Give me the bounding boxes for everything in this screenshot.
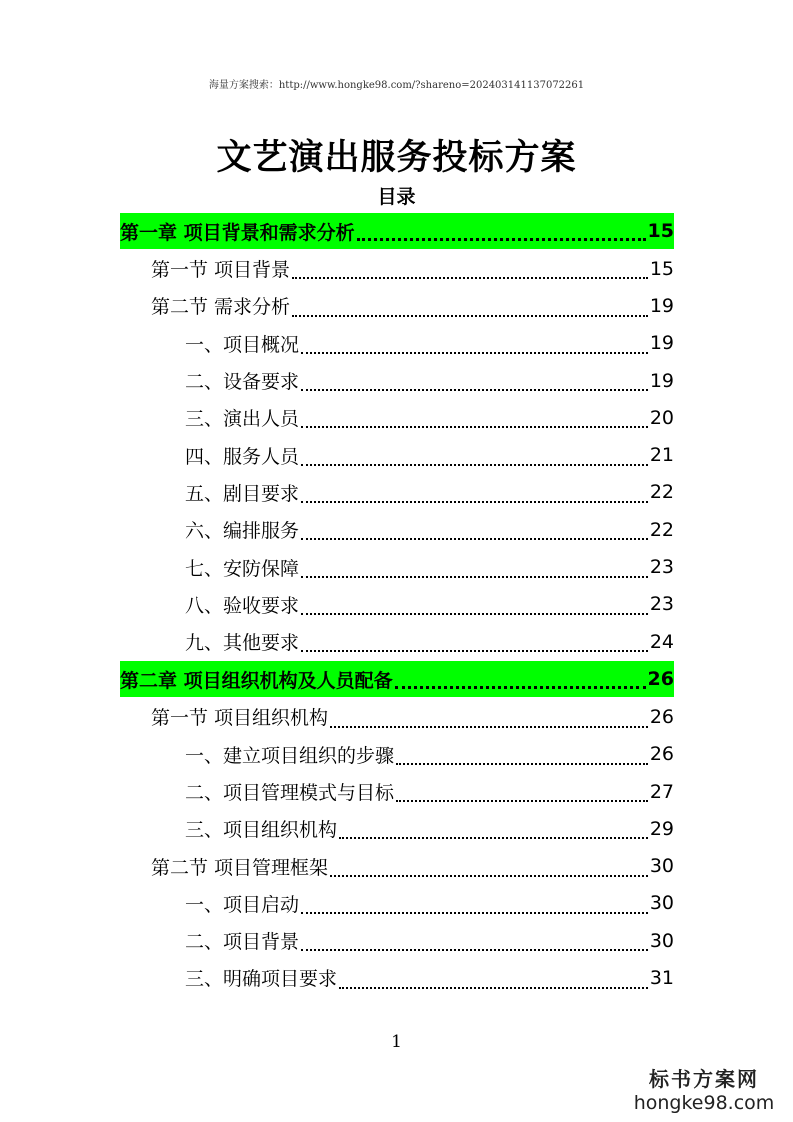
toc-leader-dots [395,667,646,689]
toc-entry-page: 31 [649,966,674,989]
toc-entry-item[interactable] [120,885,674,922]
toc-entry-item[interactable] [120,474,674,511]
toc-entry-item[interactable] [120,436,674,473]
toc-entry-page: 23 [649,556,674,579]
toc-entry-label: 二、项目背景 [185,931,300,954]
toc-entry-section[interactable] [120,287,674,324]
toc-leader-dots [330,707,648,728]
toc-entry-label: 第一章 项目背景和需求分析 [120,221,355,244]
document-title: 文艺演出服务投标方案 [216,138,577,178]
page-number: 1 [391,1032,402,1052]
toc-entry-label: 第一节 项目组织机构 [151,707,329,730]
toc-leader-dots [292,258,648,279]
toc-entry-label: 三、项目组织机构 [185,819,338,842]
toc-entry-page: 20 [649,406,674,429]
toc-entry-page: 19 [649,369,674,392]
toc-entry-label: 一、建立项目组织的步骤 [185,744,395,767]
toc-leader-dots [301,333,648,354]
toc-entry-chapter[interactable] [120,213,674,249]
toc-leader-dots [339,818,648,839]
toc-leader-dots [301,445,648,466]
toc-entry-label: 二、项目管理模式与目标 [185,782,395,804]
table-of-contents [120,212,674,997]
toc-entry-item[interactable] [120,810,674,847]
toc-entry-page: 22 [649,518,674,541]
toc-leader-dots [301,519,648,540]
toc-leader-dots [301,930,648,951]
toc-entry-item[interactable] [120,922,674,959]
toc-entry-label: 一、项目概况 [185,333,300,356]
toc-entry-item[interactable] [120,325,674,362]
toc-entry-label: 六、编排服务 [185,520,300,543]
toc-leader-dots [292,296,648,317]
toc-entry-page: 21 [649,444,674,467]
watermark-logo [629,1063,779,1114]
toc-entry-page: 26 [649,743,674,766]
toc-entry-label: 八、验收要求 [185,594,300,617]
toc-entry-page: 26 [649,705,674,728]
toc-leader-dots [301,407,648,428]
toc-entry-section[interactable] [120,250,674,287]
toc-entry-section[interactable] [120,847,674,884]
toc-entry-page: 29 [649,817,674,840]
watermark-cn: 标书方案网 [649,1067,759,1091]
toc-entry-page: 24 [649,630,674,653]
toc-entry-label: 三、演出人员 [185,408,300,431]
toc-leader-dots [301,893,648,914]
toc-entry-page: 30 [649,855,674,878]
toc-leader-dots [301,631,648,652]
toc-entry-item[interactable] [120,362,674,399]
toc-entry-page: 15 [647,220,674,242]
toc-leader-dots [339,968,648,989]
toc-entry-label: 第一节 项目背景 [151,259,291,282]
toc-entry-label: 第二章 项目组织机构及人员配备 [120,669,393,692]
toc-entry-section[interactable] [120,698,674,735]
toc-entry-label: 七、安防保障 [185,557,300,580]
toc-leader-dots [330,856,648,877]
toc-entry-page: 19 [649,294,674,317]
toc-leader-dots [396,781,648,802]
toc-leader-dots [301,482,648,503]
toc-entry-item[interactable] [120,548,674,585]
toc-entry-item[interactable] [120,586,674,623]
toc-leader-dots [357,219,646,241]
toc-entry-label: 九、其他要求 [185,632,300,655]
toc-entry-page: 27 [649,780,674,803]
toc-entry-page: 22 [649,481,674,504]
watermark-en: hongke98.com [633,1092,775,1114]
toc-entry-page: 23 [649,593,674,616]
toc-entry-page: 15 [649,257,674,280]
header-note: 海量方案搜索：http://www.hongke98.com/?shareno=202403141137072261 [208,80,585,91]
toc-leader-dots [301,594,648,615]
toc-entry-page: 26 [647,668,674,691]
toc-leader-dots [301,370,648,391]
toc-entry-label: 二、设备要求 [185,371,300,394]
toc-entry-label: 一、项目启动 [185,893,300,916]
toc-entry-chapter[interactable] [120,661,674,697]
toc-entry-label: 四、服务人员 [185,445,300,468]
toc-entry-item[interactable] [120,399,674,436]
toc-entry-page: 30 [649,929,674,952]
toc-entry-label: 五、剧目要求 [185,482,300,505]
toc-entry-page: 19 [649,332,674,355]
toc-entry-item[interactable] [120,773,674,810]
toc-entry-item[interactable] [120,511,674,548]
toc-leader-dots [301,557,648,578]
toc-entry-label: 第二节 需求分析 [151,296,291,319]
toc-heading: 目录 [377,186,416,208]
toc-entry-item[interactable] [120,959,674,996]
toc-entry-item[interactable] [120,623,674,660]
toc-entry-label: 第二节 项目管理框架 [151,856,329,879]
toc-leader-dots [396,744,648,765]
toc-entry-page: 30 [649,892,674,915]
toc-entry-item[interactable] [120,736,674,773]
toc-entry-label: 三、明确项目要求 [185,968,338,991]
